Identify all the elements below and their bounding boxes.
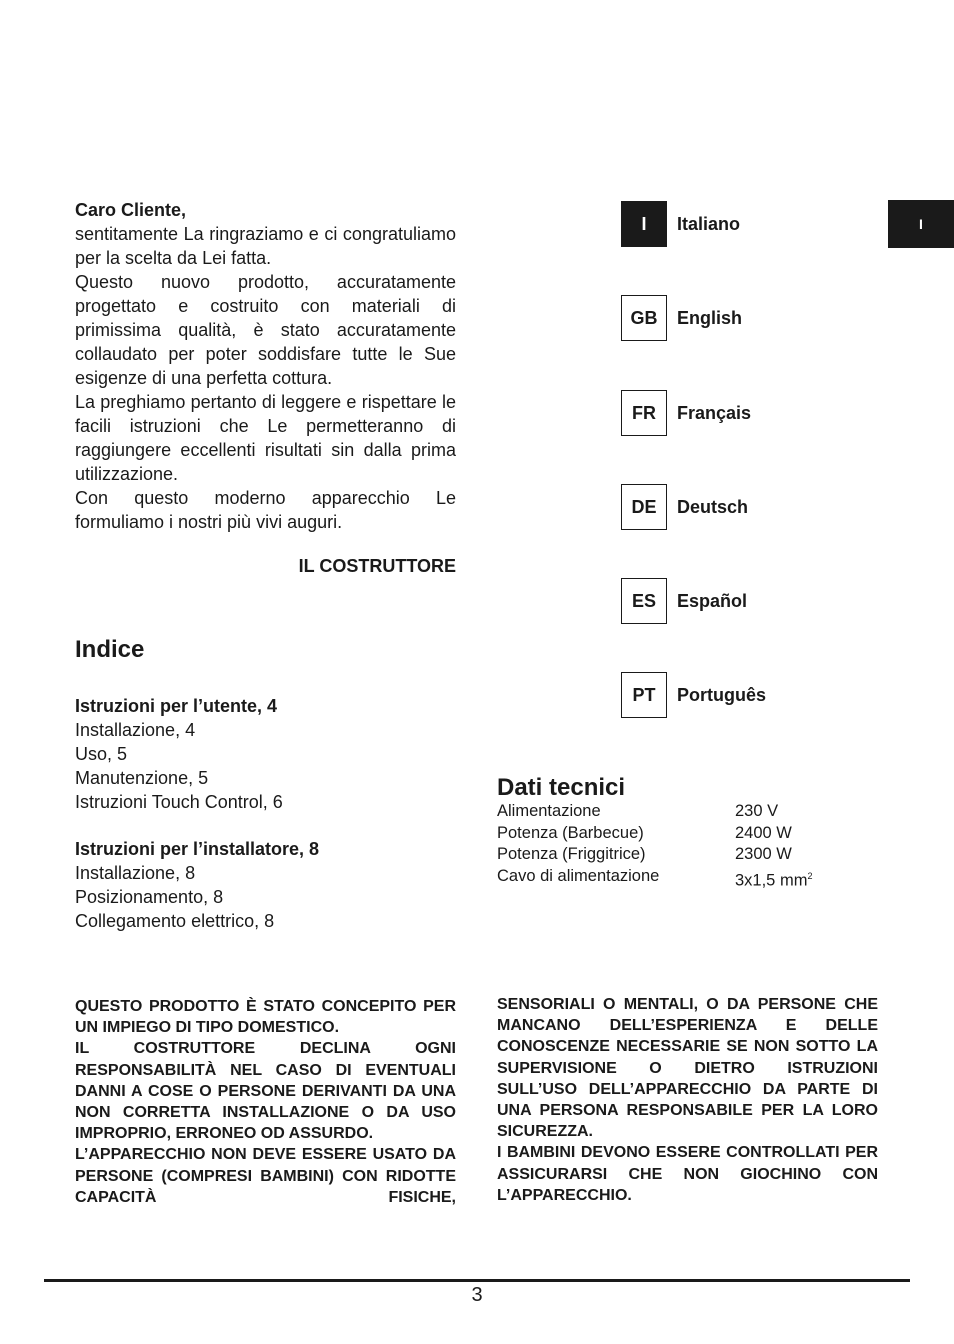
tech-label: Potenza (Barbecue) bbox=[497, 823, 644, 842]
tech-value: 2400 W bbox=[735, 823, 792, 842]
index-heading: Istruzioni per l’utente, 4 bbox=[75, 696, 278, 716]
warning-paragraph: QUESTO PRODOTTO È STATO CONCEPITO PER UN IMPIEGO DI TIPO DOMESTICO. bbox=[75, 998, 456, 1037]
intro-paragraph: La preghiamo pertanto di leggere e rispettare le facili istruzioni che Le permetteranno di raggiungere eccellenti risultati sin dalla prima utilizzazione. bbox=[75, 392, 456, 484]
tech-row bbox=[497, 844, 812, 866]
language-name: Français bbox=[677, 402, 752, 423]
tech-data-table bbox=[497, 801, 812, 892]
language-name: Português bbox=[677, 684, 767, 705]
warning-right bbox=[497, 994, 878, 1206]
tech-label: Cavo di alimentazione bbox=[497, 866, 660, 885]
language-italian[interactable] bbox=[621, 201, 740, 247]
intro-paragraph: Con questo moderno apparecchio Le formuliamo i nostri più vivi auguri. bbox=[75, 488, 456, 532]
warning-paragraph: I BAMBINI DEVONO ESSERE CONTROLLATI PER ASSICURARSI CHE NON GIOCHINO CON L’APPARECCHIO. bbox=[497, 1144, 878, 1204]
index-heading: Istruzioni per l’installatore, 8 bbox=[75, 839, 320, 859]
index-installer-section bbox=[75, 837, 456, 933]
tech-value-text: 3x1,5 mm bbox=[735, 871, 808, 889]
language-portuguese[interactable] bbox=[621, 672, 766, 718]
language-french[interactable] bbox=[621, 390, 751, 436]
language-spanish[interactable] bbox=[621, 578, 747, 624]
footer-rule bbox=[44, 1279, 910, 1282]
language-code: ES bbox=[621, 578, 667, 624]
tech-row bbox=[497, 823, 812, 845]
warning-paragraph: SENSORIALI O MENTALI, O DA PERSONE CHE MANCANO DELL’ESPERIENZA E DELLE CONOSCENZE NECESSARIE SE NON SOTTO LA SUPERVISIONE O DIETRO ISTRUZIONI SULL’USO DELL’APPARECCHIO DA PARTE DI UNA PERSONA RESPONSABILE PER LA LORO SICUREZZA. bbox=[497, 996, 878, 1141]
intro-letter bbox=[75, 198, 456, 534]
language-name: Italiano bbox=[677, 213, 741, 234]
language-english[interactable] bbox=[621, 295, 742, 341]
index-item: Istruzioni Touch Control, 6 bbox=[75, 792, 283, 812]
index-user-section bbox=[75, 694, 456, 814]
tech-label: Alimentazione bbox=[497, 802, 601, 820]
tech-row bbox=[497, 866, 812, 892]
side-language-tab: I bbox=[888, 200, 954, 248]
index-item: Collegamento elettrico, 8 bbox=[75, 911, 275, 931]
index-item: Installazione, 4 bbox=[75, 720, 196, 740]
tech-value-superscript: 2 bbox=[807, 870, 813, 881]
page-number: 3 bbox=[471, 1284, 483, 1306]
language-code: GB bbox=[621, 295, 667, 341]
intro-paragraph: sentitamente La ringraziamo e ci congratuliamo per la scelta da Lei fatta. bbox=[75, 224, 456, 268]
language-code: FR bbox=[621, 390, 667, 436]
tech-value: 230 V bbox=[735, 802, 779, 820]
index-item: Manutenzione, 5 bbox=[75, 768, 209, 788]
language-german[interactable] bbox=[621, 484, 748, 530]
warning-left bbox=[75, 996, 456, 1208]
signature: IL COSTRUTTORE bbox=[298, 556, 456, 576]
language-name: Deutsch bbox=[677, 496, 749, 517]
index-title: Indice bbox=[75, 636, 145, 663]
tech-row bbox=[497, 801, 812, 823]
tech-data-title: Dati tecnici bbox=[497, 774, 626, 801]
warning-paragraph: IL COSTRUTTORE DECLINA OGNI RESPONSABILITÀ NEL CASO DI EVENTUALI DANNI A COSE O PERSONE DERIVANTI DA UNA NON CORRETTA INSTALLAZIONE O DA USO IMPROPRIO, ERRONEO OD ASSURDO. bbox=[75, 1040, 456, 1143]
index-item: Posizionamento, 8 bbox=[75, 887, 224, 907]
language-name: Español bbox=[677, 590, 748, 611]
warning-paragraph: L’APPARECCHIO NON DEVE ESSERE USATO DA PERSONE (COMPRESI BAMBINI) CON RIDOTTE CAPACITÀ FISICHE, bbox=[75, 1146, 456, 1206]
language-code: DE bbox=[621, 484, 667, 530]
language-code: PT bbox=[621, 672, 667, 718]
language-name: English bbox=[677, 307, 743, 328]
index-item: Installazione, 8 bbox=[75, 863, 196, 883]
tech-value: 2300 W bbox=[735, 845, 792, 863]
index-item: Uso, 5 bbox=[75, 744, 128, 764]
language-code: I bbox=[621, 201, 667, 247]
greeting: Caro Cliente, bbox=[75, 200, 187, 220]
tech-label: Potenza (Friggitrice) bbox=[497, 845, 646, 863]
tech-value bbox=[735, 866, 812, 892]
intro-paragraph: Questo nuovo prodotto, accuratamente progettato e costruito con materiali di primissima qualità, è stato accuratamente collaudato per poter soddisfare tutte le Sue esigenze di una perfetta cottura. bbox=[75, 272, 456, 388]
